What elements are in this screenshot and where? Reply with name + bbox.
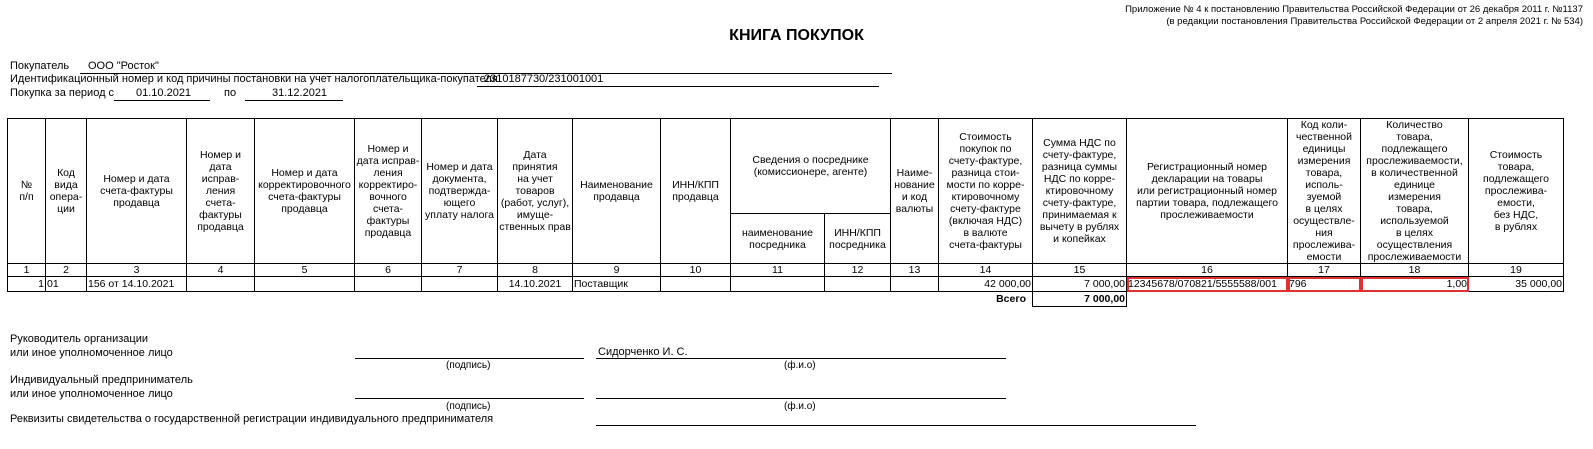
column-number-2: 2 [46,264,87,277]
requisites-line [596,425,1196,426]
period-to: 31.12.2021 [272,87,328,99]
period-label: Покупка за период с [10,87,115,99]
column-number-1: 1 [8,264,46,277]
col-header-1: № п/п [8,119,46,264]
head-label-line2: или иное уполномоченное лицо [10,347,173,359]
buyer-label: Покупатель [10,60,70,72]
regulation-note-line1: Приложение № 4 к постановлению Правительства Российской Федерации от 26 декабря 2011 г. №1137 [1125,4,1583,15]
column-number-6: 6 [355,264,422,277]
col-header-15: Сумма НДС по счету-фактуре, разница суммы НДС по корре- ктировочному счету-фактуре, принимаемая к вычету в рублях и копейках [1033,119,1127,264]
column-number-9: 9 [573,264,661,277]
ip-signature-line [355,398,584,399]
cell-col-19: 35 000,00 [1469,277,1564,292]
column-number-19: 19 [1469,264,1564,277]
total-row-blank [1127,292,1564,307]
cell-col-18: 1,00 [1361,277,1469,292]
cell-col-14: 42 000,00 [939,277,1033,292]
buyer-value: ООО "Росток" [88,60,159,72]
col-header-8: Дата принятия на учет товаров (работ, услуг), имуще- ственных прав [498,119,573,264]
table-row [8,277,1564,292]
column-number-11: 11 [731,264,825,277]
cell-col-2: 01 [46,277,87,292]
ip-caption-sign: (подпись) [446,401,491,412]
total-value: 7 000,00 [1033,292,1127,307]
cell-col-5 [255,277,355,292]
total-label: Всего [996,293,1026,306]
column-number-16: 16 [1127,264,1288,277]
col-header-9: Наименование продавца [573,119,661,264]
cell-col-3: 156 от 14.10.2021 [87,277,187,292]
col-header-4: Номер и дата исправ- ления счета- фактуры продавца [187,119,255,264]
total-row [8,292,1564,307]
head-fio-line [596,358,1006,359]
inn-underline [477,86,879,87]
cell-col-11 [731,277,825,292]
head-name: Сидорченко И. С. [598,346,688,358]
period-from-underline [114,100,210,101]
cell-col-15: 7 000,00 [1033,277,1127,292]
col-header-13: Наиме- нование и код валюты [891,119,939,264]
requisites-label: Реквизиты свидетельства о государственной регистрации индивидуального предпринимателя [10,413,494,425]
period-to-underline [245,100,343,101]
ip-caption-fio: (ф.и.о) [784,401,816,412]
col-header-11: наименование посредника [731,214,825,264]
cell-col-9: Поставщик [573,277,661,292]
cell-col-7 [422,277,498,292]
column-number-18: 18 [1361,264,1469,277]
col-header-19: Стоимость товара, подлежащего прослежива- емости, без НДС, в рублях [1469,119,1564,264]
page-title: КНИГА ПОКУПОК [729,27,864,44]
column-number-15: 15 [1033,264,1127,277]
cell-col-12 [825,277,891,292]
cell-col-16: 12345678/070821/5555588/001 [1127,277,1288,292]
column-number-14: 14 [939,264,1033,277]
column-number-4: 4 [187,264,255,277]
ip-label-line2: или иное уполномоченное лицо [10,388,173,400]
period-to-label: по [224,87,237,99]
column-number-13: 13 [891,264,939,277]
regulation-note-line2: (в редакции постановления Правительства Российской Федерации от 2 апреля 2021 г. № 534) [1166,16,1583,27]
col-header-10: ИНН/КПП продавца [661,119,731,264]
inn-label: Идентификационный номер и код причины постановки на учет налогоплательщика-покупателя [10,73,498,85]
col-header-intermediary: Сведения о посреднике (комиссионере, агенте) [731,119,891,214]
col-header-12: ИНН/КПП посредника [825,214,891,264]
head-signature-line [355,358,584,359]
col-header-7: Номер и дата документа, подтвержда- ющего уплату налога [422,119,498,264]
col-header-5: Номер и дата корректировочного счета-фактуры продавца [255,119,355,264]
head-caption-fio: (ф.и.о) [784,360,816,371]
cell-col-6 [355,277,422,292]
col-header-18: Количество товара, подлежащего прослеживаемости, в количественной единице измерения товара, используемой в целях осуществления прослеживаемости [1361,119,1469,264]
head-label-line1: Руководитель организации [10,333,149,345]
column-number-8: 8 [498,264,573,277]
period-from: 01.10.2021 [136,87,192,99]
column-number-17: 17 [1288,264,1361,277]
column-number-10: 10 [661,264,731,277]
ip-fio-line [596,398,1006,399]
column-number-5: 5 [255,264,355,277]
cell-col-10 [661,277,731,292]
purchase-book-table [7,118,1564,307]
col-header-14: Стоимость покупок по счету-фактуре, разница стои- мости по корре- ктировочному счету-фактуре (включая НДС) в валюте счета-фактуры [939,119,1033,264]
inn-value: 2310187730/231001001 [484,73,604,85]
cell-col-17: 796 [1288,277,1361,292]
column-numbers-row [8,264,1564,277]
col-header-3: Номер и дата счета-фактуры продавца [87,119,187,264]
col-header-16: Регистрационный номер декларации на товары или регистрационный номер партии товара, подлежащего прослеживаемости [1127,119,1288,264]
column-number-12: 12 [825,264,891,277]
cell-col-4 [187,277,255,292]
cell-col-8: 14.10.2021 [498,277,573,292]
cell-col-1: 1 [8,277,46,292]
cell-col-13 [891,277,939,292]
head-caption-sign: (подпись) [446,360,491,371]
ip-label-line1: Индивидуальный предприниматель [10,374,193,386]
col-header-2: Код вида опера- ции [46,119,87,264]
col-header-17: Код коли- чественной единицы измерения товара, исполь- зуемой в целях осуществле- ния прослежива- емости [1288,119,1361,264]
column-number-7: 7 [422,264,498,277]
column-number-3: 3 [87,264,187,277]
col-header-6: Номер и дата исправ- ления корректиро- вочного счета- фактуры продавца [355,119,422,264]
